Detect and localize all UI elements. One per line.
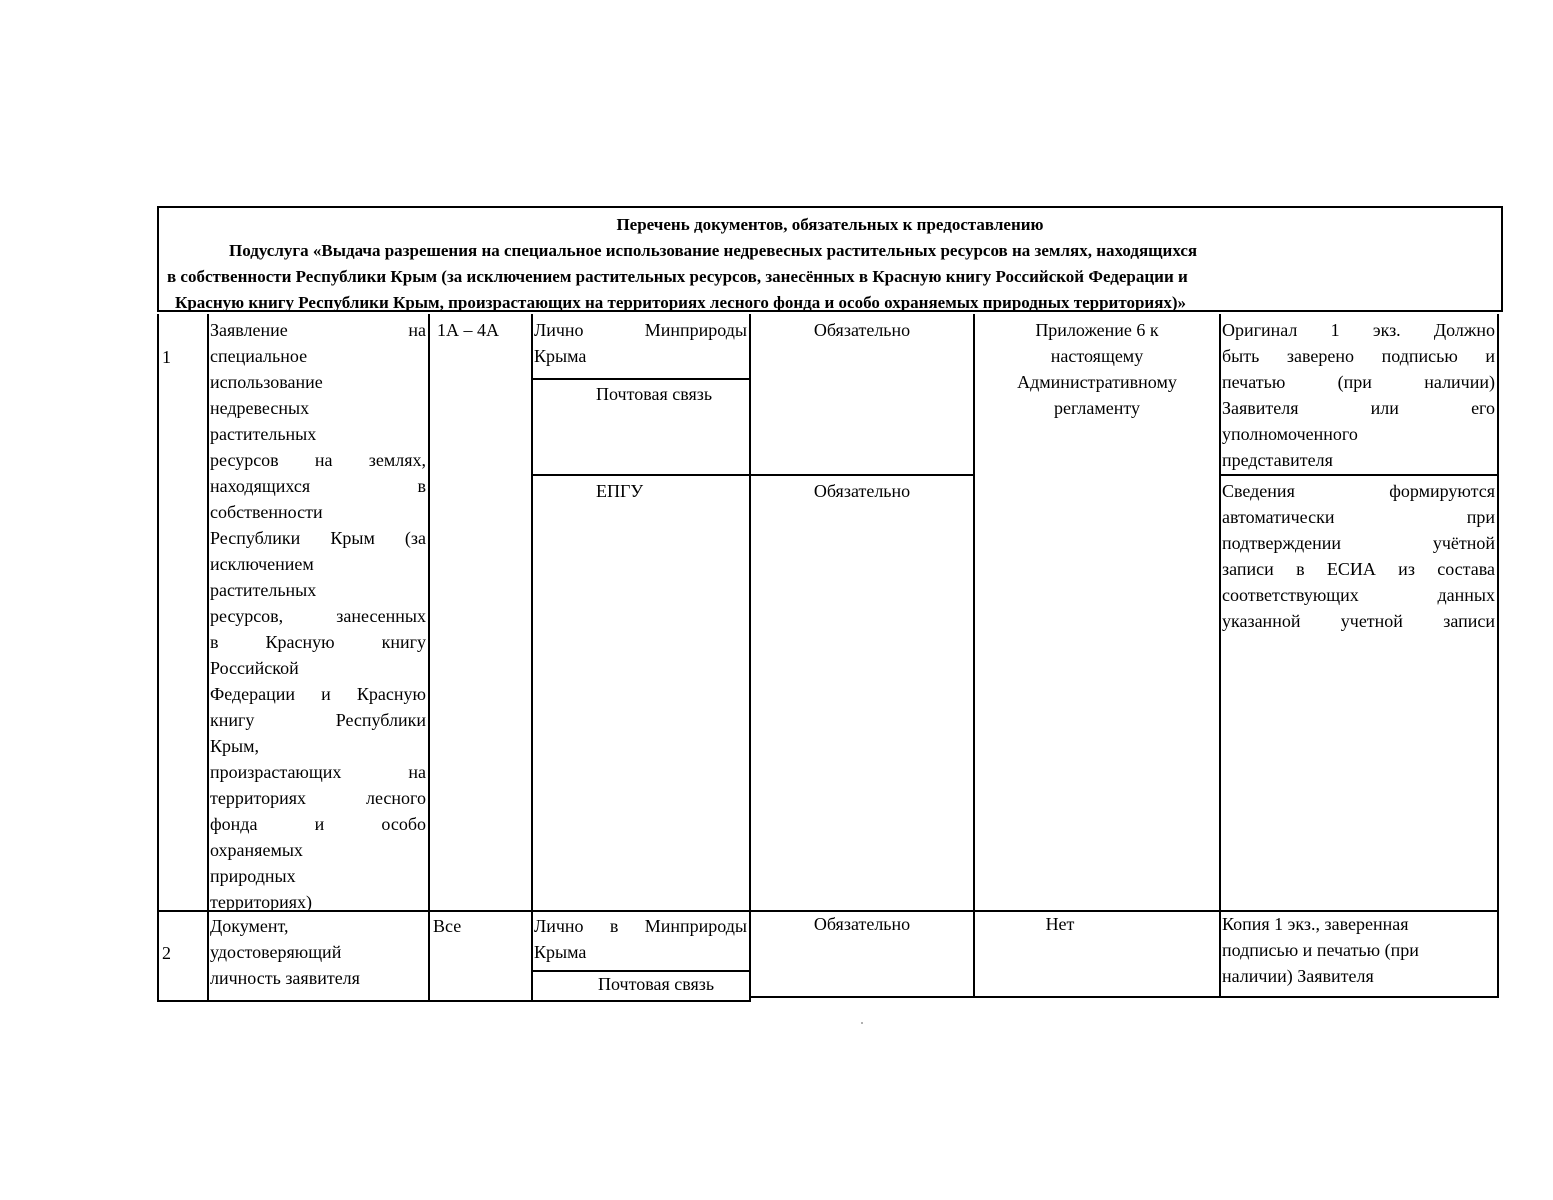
note-line: наличии) Заявителя [1222,966,1374,986]
form-line: регламенту [1053,398,1141,418]
doc-line: ресурсов на землях, [210,450,426,470]
doc-line: Документ, [210,916,289,936]
note-line: Оригинал 1 экз. Должно [1222,320,1495,340]
header-subservice-line-1: Подуслуга «Выдача разрешения на специальное использование недревесных растительных ресурсов на землях, находящихся [229,241,1198,260]
doc-line: собственности [210,502,323,522]
note-line: автоматически при [1222,507,1495,527]
row-2-channel-in-person [534,913,747,965]
doc-line: природных [210,866,296,886]
doc-line: Заявление на [210,320,426,340]
header-subservice-line-3: Красную книгу Республики Крым, произрастающих на территориях лесного фонда и особо охраняемых природных территориях)» [175,293,1187,312]
note-line: быть заверено подписью и [1222,346,1495,366]
note-line: Копия 1 экз., заверенная [1222,914,1409,934]
header-title: Перечень документов, обязательных к предоставлению [616,215,1044,234]
doc-line: Крым, [210,736,259,756]
doc-line: в Красную книгу [210,632,426,652]
row-2-document-name [210,913,426,991]
note-line: представителя [1222,450,1333,470]
doc-line: охраняемых [210,840,303,860]
channel-line: Лично в Минприроды [534,916,747,936]
row-1-channel-post: Почтовая связь [596,384,713,404]
row-1-required-epgu: Обязательно [813,481,911,501]
row-1-channel-divider-1 [531,378,750,380]
table-border-right [1497,314,1499,998]
doc-line: растительных [210,580,317,600]
row-1-channel-epgu: ЕПГУ [596,481,644,501]
form-line: настоящему [1050,346,1144,366]
note-line: Сведения формируются [1222,481,1495,501]
column-divider-1 [207,314,209,1002]
doc-line: использование [210,372,323,392]
table-border-left [157,314,159,1002]
doc-line: Российской [210,658,299,678]
doc-line: находящихся в [210,476,426,496]
column-divider-4 [749,314,751,1000]
table-border-bottom-left [157,1000,751,1002]
table-border-bottom-right [749,996,1499,998]
doc-line: фонда и особо [210,814,426,834]
channel-line: Крыма [534,942,587,962]
row-2-form: Нет [1045,914,1075,934]
doc-line: ресурсов, занесенных [210,606,426,626]
row-1-category: 1А – 4А [437,320,499,340]
doc-line: удостоверяющий [210,942,342,962]
table-header [157,206,1503,312]
row-1-number: 1 [162,347,171,367]
note-line: подписью и печатью (при [1222,940,1419,960]
row-1-required-in-person: Обязательно [813,320,911,340]
note-line: записи в ЕСИА из состава [1222,559,1495,579]
note-line: уполномоченного [1222,424,1358,444]
doc-line: Республики Крым (за [210,528,426,548]
doc-line: исключением [210,554,314,574]
row-1-document-name [210,317,426,915]
doc-line: территориях лесного [210,788,426,808]
doc-line: недревесных [210,398,310,418]
form-line: Административному [1017,372,1177,392]
note-line: подтверждении учётной [1222,533,1495,553]
doc-line: Федерации и Красную [210,684,426,704]
doc-line: произрастающих на [210,762,426,782]
row-1-note-epgu [1222,478,1495,634]
column-divider-6 [1219,314,1221,998]
header-subservice-line-2: в собственности Республики Крым (за исключением растительных ресурсов, занесённых в Красную книгу Российской Федерации и [167,267,1188,286]
row-1-note-original [1222,317,1495,473]
note-line: указанной учетной записи [1222,611,1495,631]
scan-speck [861,1022,863,1024]
row-2-channel-post: Почтовая связь [598,974,715,994]
note-line: соответствующих данных [1222,585,1495,605]
row-1-form [975,317,1219,421]
channel-line: Лично Минприроды [534,320,747,340]
row-1-channel-in-person [534,317,747,369]
row-2-required: Обязательно [813,914,911,934]
note-line: печатью (при наличии) [1222,372,1495,392]
column-divider-2 [428,314,430,1002]
channel-line: Крыма [534,346,587,366]
column-divider-3 [531,314,533,1002]
doc-line: специальное [210,346,308,366]
row-2-number: 2 [162,943,171,963]
note-line: Заявителя или его [1222,398,1495,418]
doc-line: книгу Республики [210,710,426,730]
row-2-category: Все [433,916,462,936]
doc-line: растительных [210,424,317,444]
doc-line: территориях) [210,892,313,912]
form-line: Приложение 6 к [1035,320,1159,340]
row-1-note-divider [1219,474,1499,476]
row-2-note [1222,911,1495,989]
doc-line: личность заявителя [210,968,360,988]
row-1-channel-divider-2 [531,474,975,476]
